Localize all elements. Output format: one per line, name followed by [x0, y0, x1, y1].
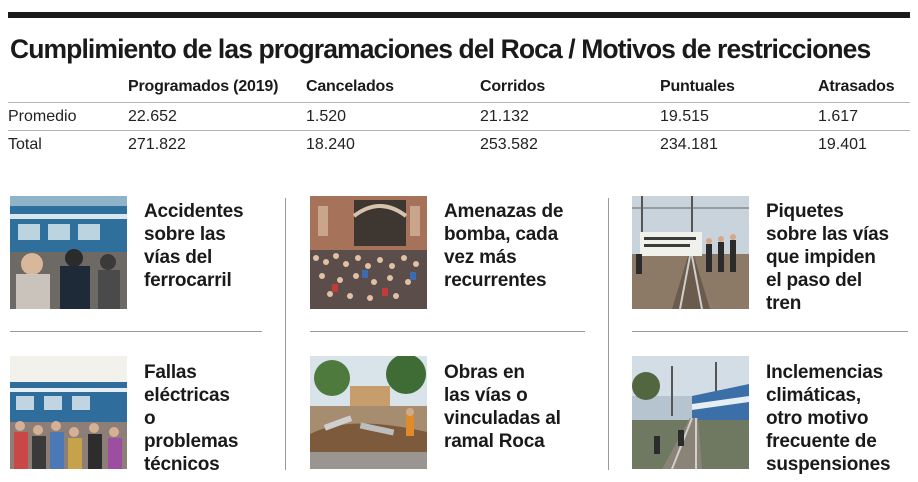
table-cell: 22.652 [128, 108, 177, 125]
table-cell: 19.401 [818, 136, 867, 153]
table-cell: 18.240 [306, 136, 355, 153]
table-cell: 234.181 [660, 136, 718, 153]
table-row [0, 132, 918, 160]
table-cell: 1.617 [818, 108, 859, 125]
column-header-programados: Programados (2019) [128, 78, 279, 95]
card-text-amenazas: Amenazas de bomba, cada vez más recurrentes [444, 201, 564, 291]
card-text-piquetes: Piquetes sobre las vías que impiden el paso del tren [766, 201, 889, 314]
page-title: Cumplimiento de las programaciones del Roca / Motivos de restricciones [10, 34, 871, 64]
column-header-puntuales: Puntuales [660, 78, 735, 95]
table-row [0, 104, 918, 132]
row-divider [632, 331, 908, 332]
card-text-accidentes: Accidentes sobre las vías del ferrocarril [144, 201, 244, 291]
card-text-obras: Obras en las vías o vinculadas al ramal Roca [444, 362, 561, 452]
table-rule [8, 130, 910, 131]
column-header-atrasados: Atrasados [818, 78, 895, 95]
column-header-cancelados: Cancelados [306, 78, 394, 95]
card-text-fallas: Fallas eléctricas o problemas técnicos [144, 362, 239, 475]
card-text-inclemencias: Inclemencias climáticas, otro motivo frecuente de suspensiones [766, 362, 891, 475]
table-cell: 271.822 [128, 136, 186, 153]
train-accident-photo [10, 196, 127, 309]
table-cell: 1.520 [306, 108, 347, 125]
table-cell: 21.132 [480, 108, 529, 125]
row-divider [10, 331, 262, 332]
column-divider [608, 198, 609, 470]
table-cell: 253.582 [480, 136, 538, 153]
row-label: Promedio [8, 108, 77, 125]
track-works-photo [310, 356, 427, 469]
stormy-train-photo [632, 356, 749, 469]
track-protest-photo [632, 196, 749, 309]
crowded-platform-photo [10, 356, 127, 469]
row-divider [310, 331, 585, 332]
table-cell: 19.515 [660, 108, 709, 125]
column-header-corridos: Corridos [480, 78, 546, 95]
row-label: Total [8, 136, 42, 153]
top-rule [8, 12, 910, 18]
table-rule [8, 102, 910, 103]
station-crowd-photo [310, 196, 427, 309]
